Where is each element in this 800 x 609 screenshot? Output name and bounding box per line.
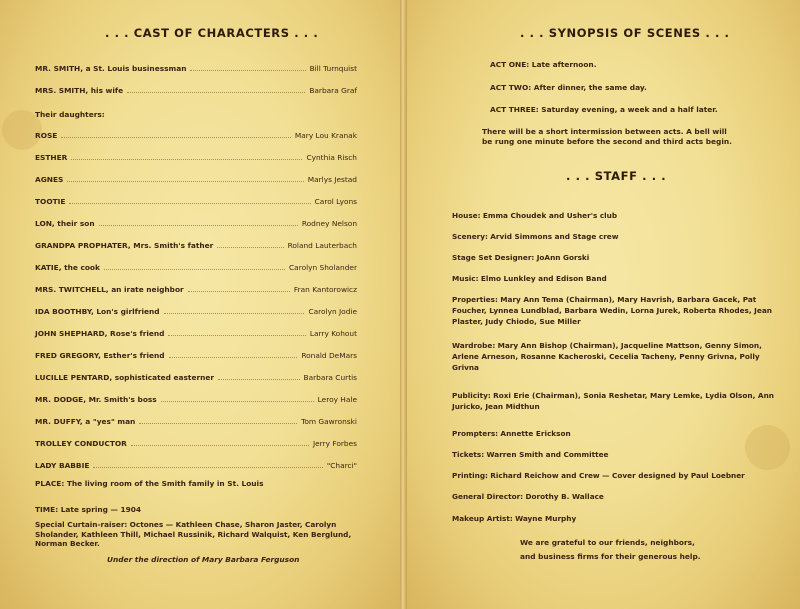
curtain-text: Octones — Kathleen Chase, Sharon Jaster, Carolyn Sholander, Kathleen Thill, Michael Russinik, Richard Walquist, Ken Berglund, Norman Becker. [35, 520, 352, 548]
staff-entry [452, 491, 782, 502]
staff-label: Wardrobe: [452, 341, 496, 350]
cast-actor: Leroy Hale [317, 395, 357, 404]
cast-role: KATIE, the cook [35, 263, 100, 272]
cast-role: TROLLEY CONDUCTOR [35, 439, 127, 448]
staff-label: Music: [452, 274, 479, 283]
cast-row [35, 238, 357, 250]
staff-text: Annette Erickson [500, 429, 571, 438]
cast-actor: Barbara Graf [309, 86, 357, 95]
cast-role: AGNES [35, 175, 64, 184]
staff-label: Printing: [452, 471, 488, 480]
cast-role: TOOTIE [35, 197, 66, 206]
cast-actor: Jerry Forbes [312, 439, 357, 448]
leader-dots [190, 70, 305, 71]
staff-text: Roxi Erie (Chairman), Sonia Reshetar, Mary Lemke, Lydia Olson, Ann Juricko, Jean Midthun [452, 391, 774, 411]
cast-role: MR. DUFFY, a "yes" man [35, 417, 136, 426]
staff-label: Tickets: [452, 450, 485, 459]
leader-dots [168, 335, 305, 336]
leader-dots [99, 225, 298, 226]
cast-role: MRS. TWITCHELL, an irate neighbor [35, 285, 184, 294]
thanks-line-1: We are grateful to our friends, neighbors, [520, 538, 695, 547]
staff-label: Properties: [452, 295, 498, 304]
staff-label: Makeup Artist: [452, 514, 513, 523]
leader-dots [164, 313, 305, 314]
staff-entry [452, 294, 782, 327]
staff-label: Stage Set Designer: [452, 253, 535, 262]
curtain-label: Special Curtain-raiser: [35, 520, 128, 529]
cast-row [35, 458, 357, 470]
staff-entry [452, 252, 782, 263]
daughters-label: Their daughters: [35, 110, 105, 119]
staff-text: Mary Ann Bishop (Chairman), Jacqueline Mattson, Genny Simon, Arlene Arneson, Rosanne Kacheroski, Cecelia Tacheny, Penny Grivna, Polly Grivna [452, 341, 762, 372]
cast-role: MR. SMITH, a St. Louis businessman [35, 64, 187, 73]
staff-entry [452, 273, 782, 284]
leader-dots [161, 401, 314, 402]
leader-dots [127, 92, 305, 93]
cast-actor: Carol Lyons [314, 197, 357, 206]
time-line: TIME: Late spring — 1904 [35, 505, 142, 514]
staff-text: Richard Reichow and Crew — Cover designed by Paul Loebner [490, 471, 745, 480]
cast-role: LADY BABBIE [35, 461, 90, 470]
cast-actor: Tom Gawronski [301, 417, 357, 426]
staff-text: Wayne Murphy [515, 514, 577, 523]
cast-role: LON, their son [35, 219, 95, 228]
intermission-line-1: There will be a short intermission between acts. A bell will [482, 127, 727, 136]
cast-role: MR. DODGE, Mr. Smith's boss [35, 395, 157, 404]
cast-actor: Cynthia Risch [306, 153, 357, 162]
leader-dots [131, 445, 309, 446]
cast-actor: Marlys Jestad [307, 175, 357, 184]
act-three: ACT THREE: Saturday evening, a week and a half later. [490, 105, 718, 114]
staff-label: House: [452, 211, 481, 220]
cast-actor: Mary Lou Kranak [294, 131, 357, 140]
cast-row [35, 150, 357, 162]
cast-row [35, 348, 357, 360]
cast-role: IDA BOOTHBY, Lon's girlfriend [35, 307, 160, 316]
staff-label: Publicity: [452, 391, 491, 400]
staff-text: Elmo Lunkley and Edison Band [480, 274, 607, 283]
thanks-line-2: and business firms for their generous help. [520, 552, 701, 561]
staff-entry [452, 428, 782, 439]
cast-actor: Roland Lauterbach [287, 241, 357, 250]
cast-actor: Carolyn Jodie [308, 307, 357, 316]
cast-row [35, 304, 357, 316]
leader-dots [188, 291, 290, 292]
staff-text: Arvid Simmons and Stage crew [490, 232, 619, 241]
cast-role: LUCILLE PENTARD, sophisticated easterner [35, 373, 215, 382]
cast-actor: Ronald DeMars [301, 351, 357, 360]
staff-text: Dorothy B. Wallace [525, 492, 604, 501]
staff-entry [452, 231, 782, 242]
staff-label: General Director: [452, 492, 524, 501]
leader-dots [69, 203, 310, 204]
cast-row [35, 83, 357, 95]
leader-dots [71, 159, 302, 160]
curtain-raiser [35, 520, 365, 549]
leader-dots [93, 467, 322, 468]
cast-role: JOHN SHEPHARD, Rose's friend [35, 329, 165, 338]
staff-entry [452, 513, 782, 524]
cast-role: ESTHER [35, 153, 68, 162]
cast-role: FRED GREGORY, Esther's friend [35, 351, 165, 360]
leader-dots [218, 379, 300, 380]
cast-actor: Bill Turnquist [309, 64, 357, 73]
cast-actor: Fran Kantorowicz [293, 285, 357, 294]
direction-line: Under the direction of Mary Barbara Ferguson [107, 555, 300, 564]
cast-role: MRS. SMITH, his wife [35, 86, 124, 95]
leader-dots [139, 423, 297, 424]
cast-row [35, 194, 357, 206]
page-fold [400, 0, 407, 609]
cast-row [35, 61, 357, 73]
leader-dots [67, 181, 303, 182]
cast-row [35, 282, 357, 294]
cast-actor: Barbara Curtis [303, 373, 357, 382]
staff-label: Scenery: [452, 232, 488, 241]
cast-row [35, 414, 357, 426]
cast-actor: Rodney Nelson [301, 219, 357, 228]
staff-text: Mary Ann Tema (Chairman), Mary Havrish, Barbara Gacek, Pat Foucher, Lynnea Lundblad, Barbara Wedin, Lorna Jurek, Roberta Rhodes, Jean Plaster, Judy Chiodo, Sue Miller [452, 295, 772, 326]
synopsis-heading: . . . SYNOPSIS OF SCENES . . . [520, 26, 730, 40]
staff-text: Warren Smith and Committee [486, 450, 609, 459]
act-one: ACT ONE: Late afternoon. [490, 60, 597, 69]
leader-dots [61, 137, 291, 138]
cast-row [35, 326, 357, 338]
cast-row [35, 436, 357, 448]
cast-actor: Carolyn Sholander [289, 263, 357, 272]
staff-heading: . . . STAFF . . . [566, 169, 667, 183]
staff-text: Emma Choudek and Usher's club [482, 211, 618, 220]
cast-row [35, 128, 357, 140]
cast-actor: "Charci" [326, 461, 357, 470]
cast-role: GRANDPA PROPHATER, Mrs. Smith's father [35, 241, 214, 250]
leader-dots [217, 247, 283, 248]
cast-actor: Larry Kohout [309, 329, 357, 338]
intermission-line-2: be rung one minute before the second and third acts begin. [482, 137, 732, 146]
cast-row [35, 172, 357, 184]
staff-label: Prompters: [452, 429, 499, 438]
cast-role: ROSE [35, 131, 58, 140]
cast-row [35, 370, 357, 382]
cast-row [35, 260, 357, 272]
cast-row [35, 392, 357, 404]
staff-entry [452, 449, 782, 460]
staff-entry [452, 390, 782, 412]
leader-dots [104, 269, 285, 270]
staff-entry [452, 340, 782, 373]
staff-text: JoAnn Gorski [536, 253, 590, 262]
place-line: PLACE: The living room of the Smith family in St. Louis [35, 479, 264, 488]
act-two: ACT TWO: After dinner, the same day. [490, 83, 647, 92]
staff-entry [452, 470, 782, 481]
cast-row [35, 216, 357, 228]
staff-entry [452, 210, 782, 221]
leader-dots [169, 357, 298, 358]
cast-heading: . . . CAST OF CHARACTERS . . . [105, 26, 319, 40]
